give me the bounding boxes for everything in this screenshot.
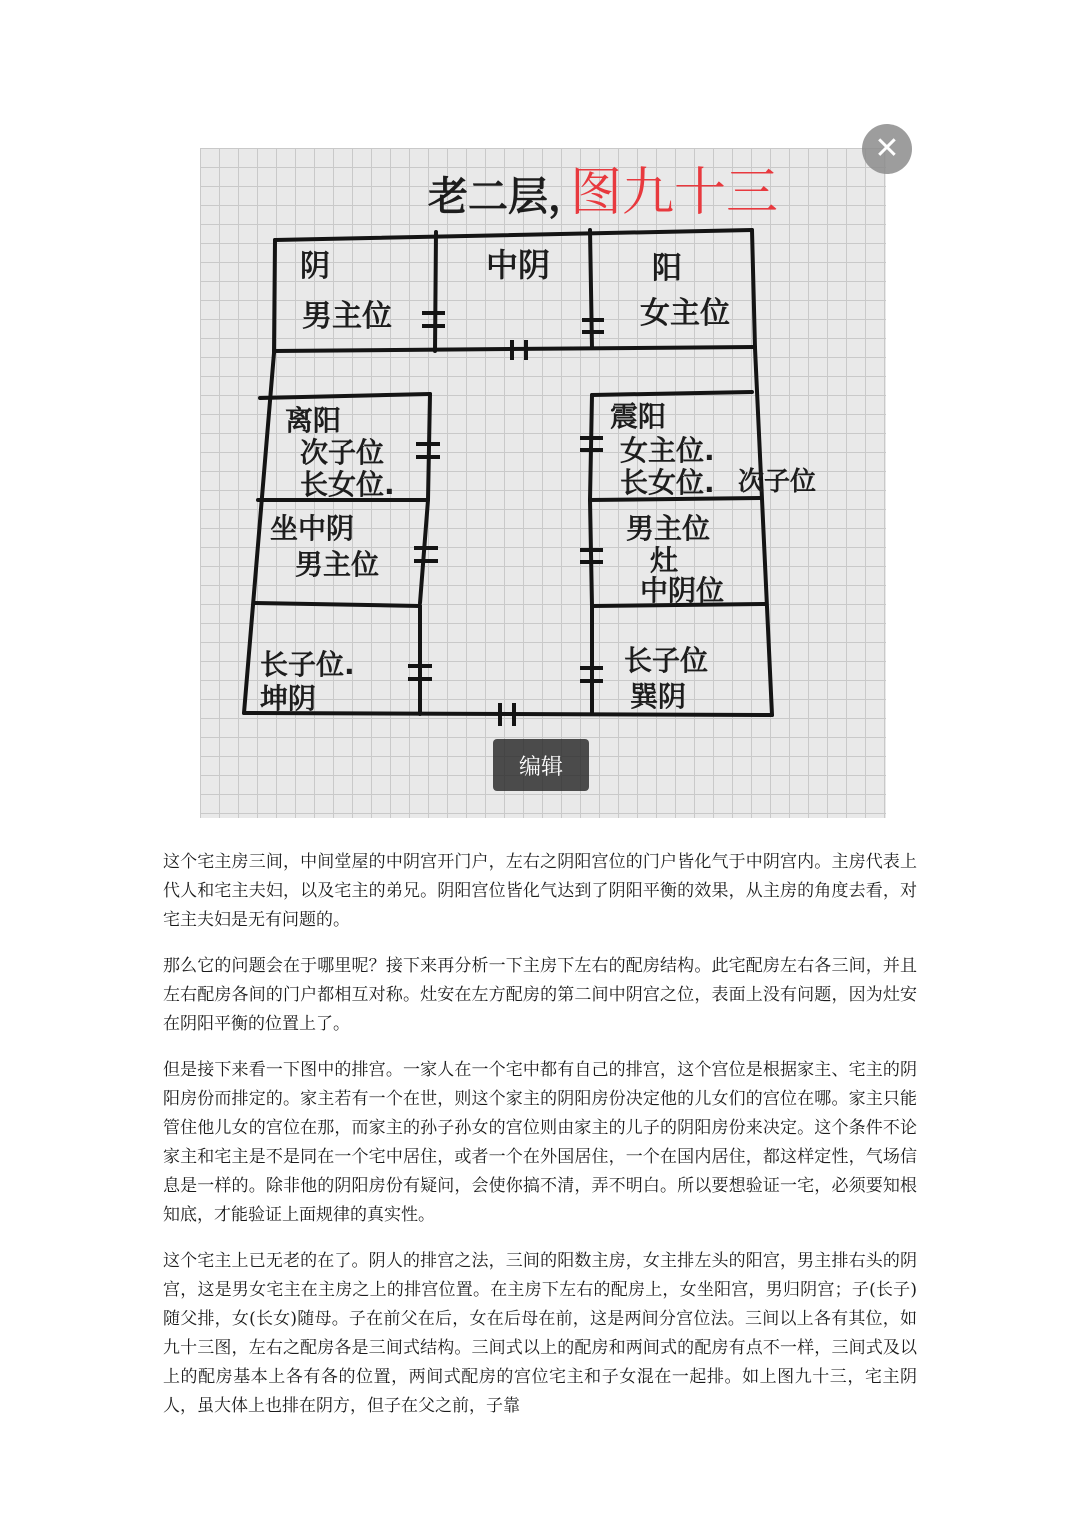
- floor-plan-photo: [200, 148, 886, 818]
- room-label: 中阴位: [640, 574, 725, 607]
- room-label: 男主位: [295, 548, 380, 581]
- room-label: 女主位.: [620, 434, 715, 467]
- room-label: 长子位.: [260, 648, 355, 681]
- close-icon: ✕: [874, 131, 900, 166]
- handwritten-title: 老二层，: [428, 174, 588, 220]
- room-label: 坐中阴: [270, 512, 355, 545]
- paragraph: 这个宅主房三间，中间堂屋的中阴宫开门户，左右之阴阳宫位的门户皆化气于中阴宫内。主房代表上代人和宅主夫妇，以及宅主的弟兄。阴阳宫位皆化气达到了阴阳平衡的效果，从主房的角度去看，对宅主夫妇是无有问题的。: [163, 852, 917, 930]
- edit-button[interactable]: 编辑: [493, 739, 589, 791]
- room-label: 长女位.: [620, 466, 715, 499]
- room-label: 长女位.: [300, 468, 395, 501]
- paragraph: 但是接下来看一下图中的排宫。一家人在一个宅中都有自己的排宫，这个宫位是根据家主、宅主的阴阳房份而排定的。家主若有一个在世，则这个家主的阴阳房份决定他的儿女们的宫位在哪。家主只能管住他儿女的宫位在那，而家主的孙子孙女的宫位则由家主的儿子的阴阳房份来决定。这个条件不论家主和宅主是不是同在一个宅中居住，或者一个在外国居住，一个在国内居住，都这样定性，气场信息是一样的。除非他的阴阳房份有疑问，会使你搞不清，弄不明白。所以要想验证一宅，必须要知根知底，才能验证上面规律的真实性。: [163, 1060, 917, 1225]
- room-label: 阴: [300, 249, 330, 284]
- room-label: 中阴: [486, 246, 551, 284]
- room-label: 震阳: [610, 400, 667, 433]
- room-label: 女主位: [640, 296, 730, 331]
- close-button[interactable]: [862, 124, 912, 174]
- room-label: 男主位: [302, 299, 392, 334]
- room-label: 灶: [650, 544, 679, 577]
- room-label: 长子位: [624, 644, 709, 677]
- article-body: [163, 848, 917, 1438]
- red-figure-title: 图九十三: [570, 163, 779, 223]
- paragraph: 这个宅主上已无老的在了。阴人的排宫之法，三间的阳数主房，女主排左头的阳宫，男主排右头的阴宫，这是男女宅主在主房之上的排宫位置。在主房下左右的配房上，女坐阳宫，男归阴宫；子(长子)随父排，女(长女)随母。子在前父在后，女在后母在前，这是两间分宫位法。三间以上各有其位，如九十三图，左右之配房各是三间式结构。三间式以上的配房和两间式的配房有点不一样，三间式及以上的配房基本上各有各的位置，两间式配房的宫位宅主和子女混在一起排。如上图九十三，宅主阴人，虽大体上也排在阴方，但子在父之前，子靠: [163, 1251, 917, 1416]
- floor-plan-drawing: [200, 148, 886, 818]
- room-label: 巽阴: [630, 680, 687, 713]
- room-label: 离阳: [285, 404, 342, 437]
- paragraph: 那么它的问题会在于哪里呢？接下来再分析一下主房下左右的配房结构。此宅配房左右各三间，并且左右配房各间的门户都相互对称。灶安在左方配房的第二间中阴宫之位，表面上没有问题，因为灶安在阴阳平衡的位置上了。: [163, 956, 917, 1034]
- room-label: 阳: [652, 251, 682, 286]
- room-label: 男主位: [626, 512, 711, 545]
- room-label: 次子位: [738, 467, 817, 497]
- room-label: 次子位: [300, 436, 385, 469]
- door-marks: [408, 313, 604, 726]
- room-label: 坤阴: [260, 682, 317, 715]
